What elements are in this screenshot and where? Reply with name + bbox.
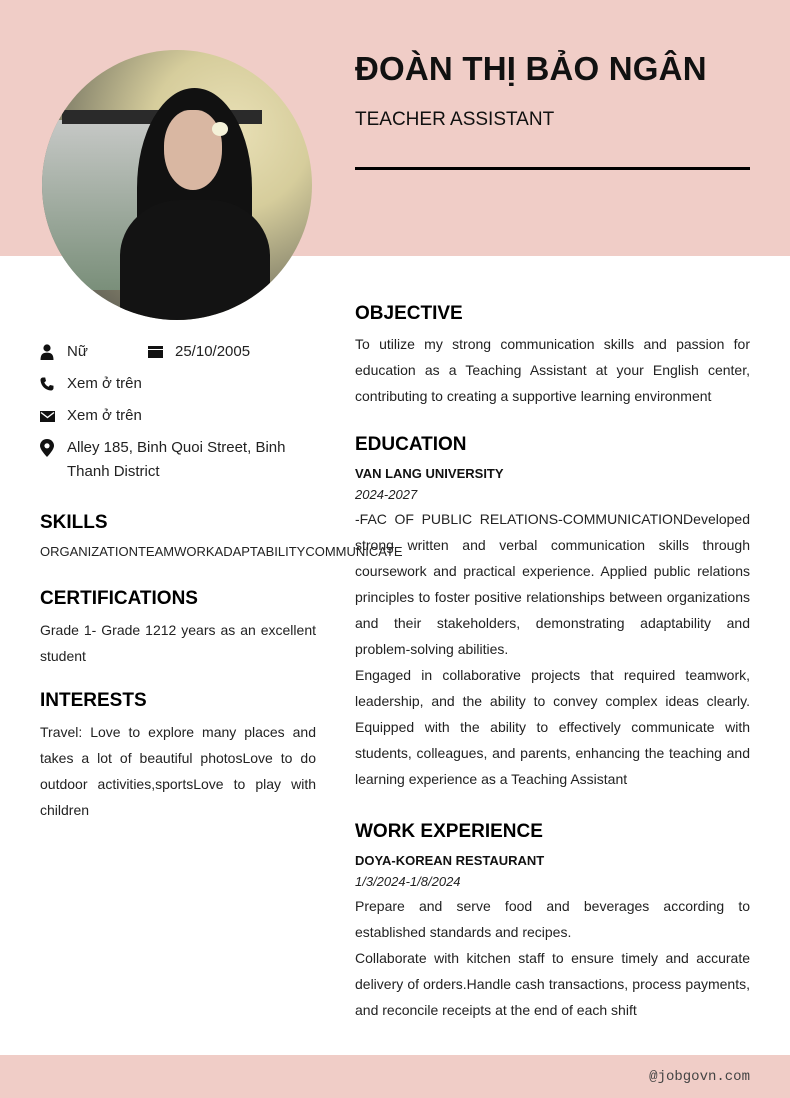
work-heading: WORK EXPERIENCE bbox=[355, 821, 543, 842]
gender-row bbox=[40, 340, 315, 364]
certifications-section bbox=[40, 588, 316, 669]
title-divider bbox=[355, 167, 750, 170]
address-value: Alley 185, Binh Quoi Street, Binh Thanh District bbox=[67, 439, 286, 480]
work-paragraph: Prepare and serve food and beverages according to established standards and recipes. bbox=[355, 898, 750, 940]
photo-flower bbox=[212, 122, 228, 136]
calendar-icon bbox=[148, 340, 175, 364]
education-paragraph: Engaged in collaborative projects that required teamwork, leadership, and the ability to convey complex ideas clearly. Equipped with the ability to effectively communicate with students, colleagues, and parents, enhancing the teaching and learning experience as a Teaching Assistant bbox=[355, 667, 750, 787]
certifications-text: Grade 1- Grade 1212 years as an excellent student bbox=[40, 622, 316, 664]
interests-heading: INTERESTS bbox=[40, 690, 147, 711]
work-company: DOYA-KOREAN RESTAURANT bbox=[355, 853, 545, 868]
skills-section bbox=[40, 512, 403, 562]
education-section bbox=[355, 434, 750, 792]
profile-photo bbox=[42, 50, 312, 320]
work-period: 1/3/2024-1/8/2024 bbox=[355, 874, 461, 889]
birthdate-value: 25/10/2005 bbox=[175, 343, 251, 360]
phone-row bbox=[40, 372, 317, 396]
email-row bbox=[40, 404, 317, 428]
footer-band bbox=[0, 1055, 790, 1098]
phone-icon bbox=[40, 372, 67, 396]
mail-icon bbox=[40, 404, 67, 428]
person-icon bbox=[40, 340, 67, 364]
phone-value[interactable]: Xem ở trên bbox=[67, 375, 142, 392]
gender-value: Nữ bbox=[67, 343, 88, 360]
work-paragraph: Collaborate with kitchen staff to ensure timely and accurate delivery of orders.Handle cash transactions, process payments, and reconcile receipts at the end of each shift bbox=[355, 950, 750, 1018]
photo-body bbox=[120, 200, 270, 320]
photo-face bbox=[164, 110, 222, 190]
education-school: VAN LANG UNIVERSITY bbox=[355, 466, 504, 481]
objective-text: To utilize my strong communication skills and passion for education as a Teaching Assistant at your English center, contributing to creating a supportive learning environment bbox=[355, 336, 750, 404]
education-period: 2024-2027 bbox=[355, 487, 418, 502]
skills-list: ORGANIZATIONTEAMWORKADAPTABILITYCOMMUNICATE bbox=[40, 544, 403, 559]
interests-section bbox=[40, 690, 316, 823]
objective-heading: OBJECTIVE bbox=[355, 303, 463, 324]
certifications-heading: CERTIFICATIONS bbox=[40, 588, 198, 609]
objective-section bbox=[355, 303, 750, 409]
email-value[interactable]: Xem ở trên bbox=[67, 407, 142, 424]
address-row bbox=[40, 436, 317, 484]
candidate-name: ĐOÀN THỊ BẢO NGÂN bbox=[355, 50, 707, 87]
footer-watermark: @jobgovn.com bbox=[649, 1069, 750, 1085]
skills-heading: SKILLS bbox=[40, 512, 108, 533]
interests-text: Travel: Love to explore many places and takes a lot of beautiful photosLove to do outdoor activities,sportsLove to play with children bbox=[40, 724, 316, 818]
education-paragraph: -FAC OF PUBLIC RELATIONS-COMMUNICATIONDeveloped strong written and verbal communication skills through coursework and practical experience. Applied public relations principles to foster positive relationships between organizations and their stakeholders, demonstrating adaptability and problem-solving abilities. bbox=[355, 511, 750, 657]
work-section bbox=[355, 821, 750, 1023]
location-pin-icon bbox=[40, 436, 67, 460]
job-title: TEACHER ASSISTANT bbox=[355, 109, 555, 130]
education-heading: EDUCATION bbox=[355, 434, 467, 455]
